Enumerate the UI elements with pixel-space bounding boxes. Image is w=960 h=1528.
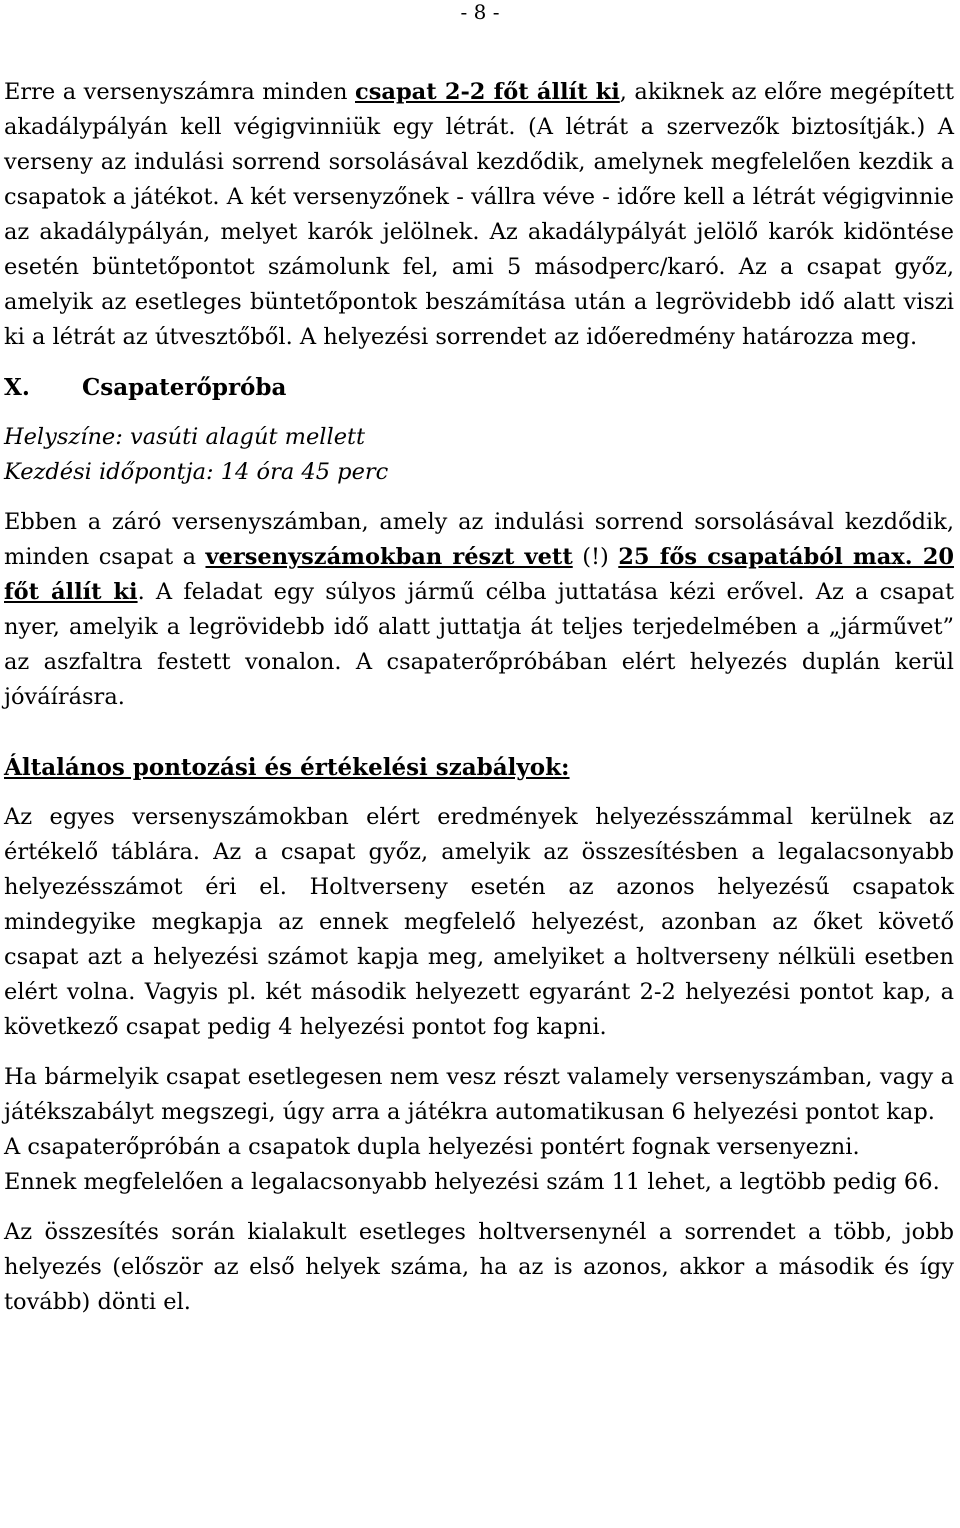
strength-emphasis-1: versenyszámokban részt vett <box>205 544 573 570</box>
score-range-paragraph: Ennek megfelelően a legalacsonyabb helyezési szám 11 lehet, a legtöbb pedig 66. <box>4 1169 940 1195</box>
strength-text-3: . A feladat egy súlyos jármű célba juttatása kézi erővel. Az a csapat nyer, amelyik a legrövidebb idő alatt juttatja át teljes terjedelmében a „járművet” az aszfaltra festett vonalon. A csapaterőpróbában elért helyezés duplán kerül jóváírásra. <box>4 579 955 710</box>
section-number: X. <box>4 374 30 401</box>
double-points-paragraph: A csapaterőpróbán a csapatok dupla helyezési pontért fognak versenyezni. <box>4 1134 860 1160</box>
event-location: Helyszíne: vasúti alagút mellett <box>4 424 366 450</box>
ladder-team-size-emphasis: csapat 2-2 főt állít ki <box>355 79 620 105</box>
strength-text-1: Ebben a záró versenyszámban, amely az indulási sorrend sorsolásával kezdődik, minden csapat a <box>4 509 954 570</box>
scoring-paragraph: Az egyes versenyszámokban elért eredmények helyezésszámmal kerülnek az értékelő táblára. Az a csapat győz, amelyik az összesítésben a legalacsonyabb helyezésszámot éri el. Holtverseny esetén az azonos helyezésű csapatok mindegyike megkapja az ennek megfelelő helyezést, azonban az őket követő csapat azt a helyezési számot kapja meg, amelyiket a holtverseny nélküli esetben elért volna. Vagyis pl. két második helyezett egyaránt 2-2 helyezési pontot kap, a következő csapat pedig 4 helyezési pontot fog kapni. <box>4 804 954 1040</box>
tiebreak-paragraph: Az összesítés során kialakult esetleges holtversenynél a sorrendet a több, jobb helyezés (először az első helyek száma, ha az is azonos, akkor a második és így tovább) dönti el. <box>4 1219 954 1315</box>
ladder-text-1: Erre a versenyszámra minden <box>4 79 355 105</box>
event-start-time: Kezdési időpontja: 14 óra 45 perc <box>4 459 389 485</box>
section-title: Csapaterőpróba <box>82 374 287 401</box>
strength-emphasis-2: 25 fős csapatából max. 20 főt állít ki <box>4 544 955 605</box>
section-heading <box>4 370 954 405</box>
document-body <box>4 75 954 1320</box>
ladder-text-2: , akiknek az előre megépített akadálypályán kell végigvinniük egy létrát. (A létrát a szervezők biztosítják.) A verseny az indulási sorrend sorsolásával kezdődik, amelynek megfelelően kezdik a csapatok a játékot. A két versenyzőnek - vállra véve - időre kell a létrát végigvinnie az akadálypályán, melyet karók jelölnek. Az akadálypályát jelölő karók kidöntése esetén büntetőpontot számolunk fel, ami 5 másodperc/karó. Az a csapat győz, amelyik az esetleges büntetőpontok beszámítása után a legrövidebb idő alatt viszi ki a létrát az útvesztőből. A helyezési sorrendet az időeredmény határozza meg. <box>4 79 954 350</box>
page-number: - 8 - <box>460 0 500 24</box>
ladder-race-paragraph <box>4 75 954 355</box>
scoring-rules-heading: Általános pontozási és értékelési szabályok: <box>4 754 570 781</box>
team-strength-paragraph <box>4 505 954 715</box>
strength-text-2: (!) <box>572 544 619 570</box>
absence-rule-paragraph: Ha bármelyik csapat esetlegesen nem vesz részt valamely versenyszámban, vagy a játékszabályt megszegi, úgy arra a játékra automatikusan 6 helyezési pontot kap. <box>4 1064 954 1125</box>
